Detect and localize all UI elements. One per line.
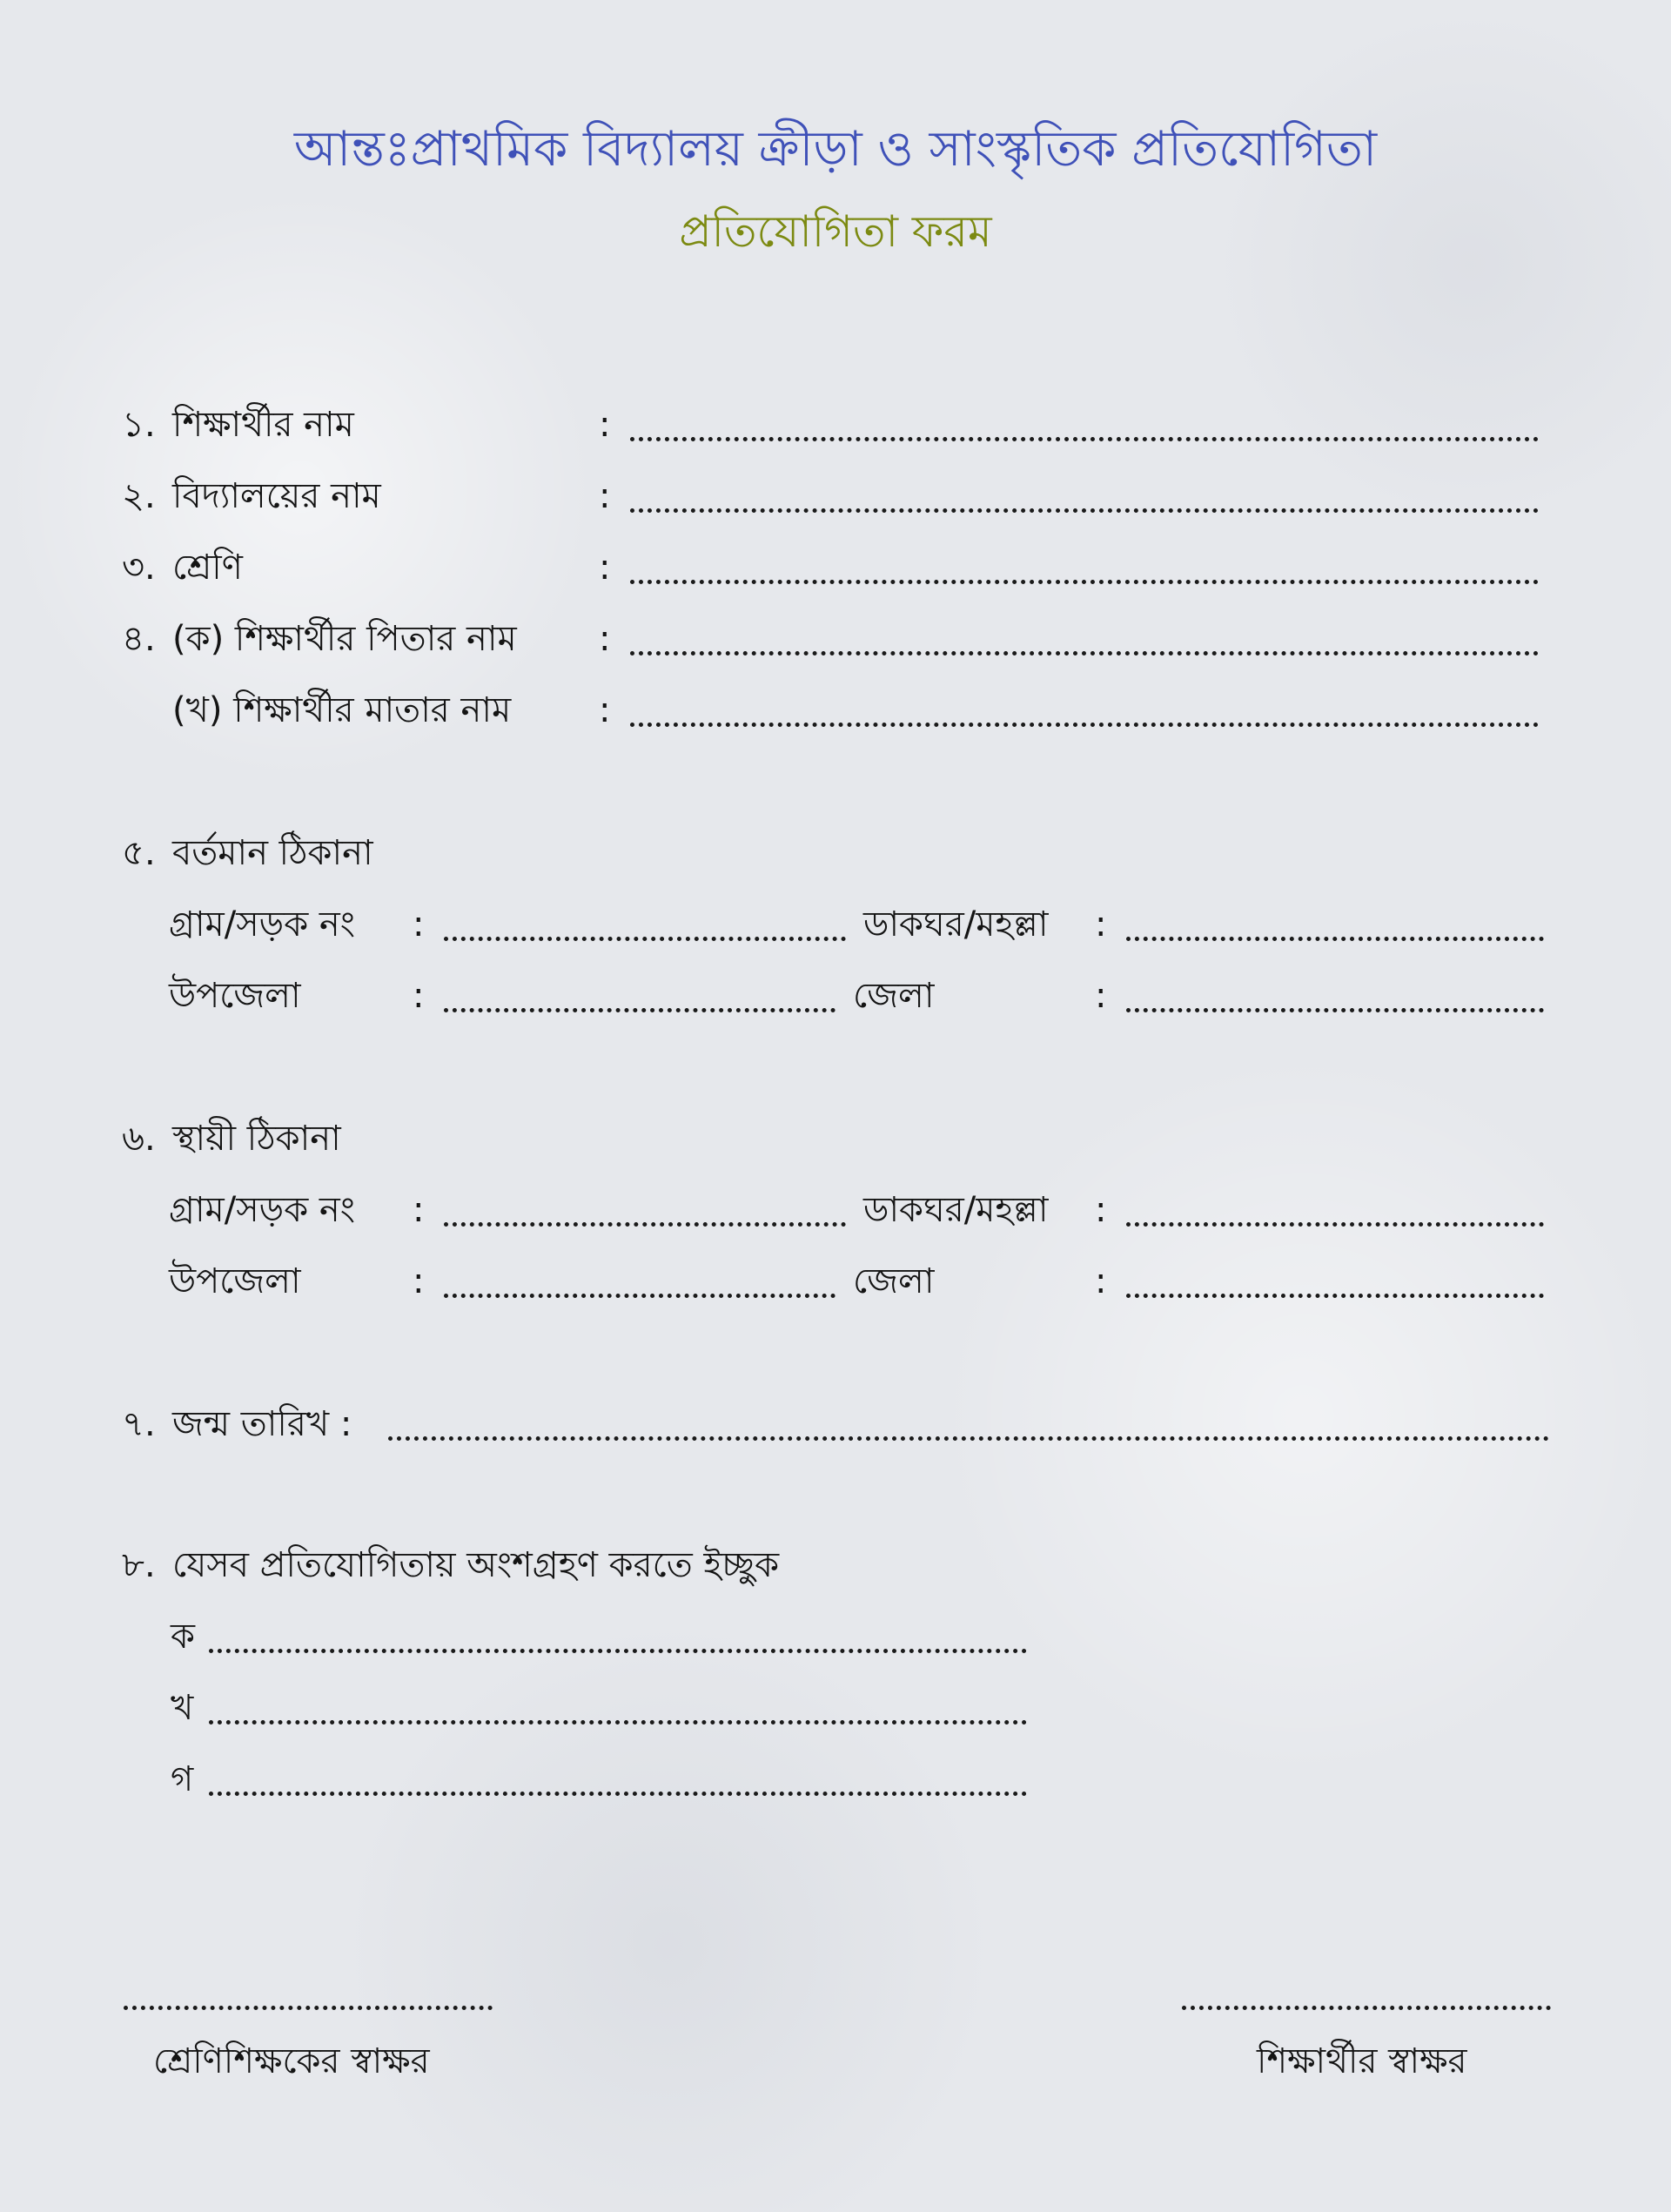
school-name-number: ২. <box>122 476 156 516</box>
school-name-field[interactable] <box>630 508 1539 513</box>
permanent-district-label: জেলা <box>853 1261 935 1301</box>
form-title: আন্তঃপ্রাথমিক বিদ্যালয় ক্রীড়া ও সাংস্কৃতিক প্রতিযোগিতা <box>293 121 1378 178</box>
father-name-number: ৪. <box>122 619 156 659</box>
present-address-number: ৫. <box>122 833 156 873</box>
permanent-village-field[interactable] <box>444 1222 846 1227</box>
present-upazila-field[interactable] <box>444 1008 836 1012</box>
permanent-village-label: গ্রাম/সড়ক নং <box>169 1190 356 1230</box>
birth-date-number: ৭. <box>122 1404 156 1444</box>
permanent-upazila-field[interactable] <box>444 1294 836 1298</box>
student-name-label: শিক্ষার্থীর নাম <box>172 405 354 445</box>
competition-item-label: ক <box>171 1617 195 1657</box>
class-colon: : <box>599 548 611 588</box>
school-name-colon: : <box>599 476 611 516</box>
permanent-upazila-label: উপজেলা <box>169 1261 301 1301</box>
present-village-colon: : <box>413 904 425 945</box>
mother-name-label: (খ) শিক্ষার্থীর মাতার নাম <box>172 690 512 730</box>
present-upazila-label: উপজেলা <box>169 976 301 1016</box>
present-post-field[interactable] <box>1126 937 1544 941</box>
student-name-number: ১. <box>122 405 156 445</box>
competition-item-label: গ <box>171 1759 194 1799</box>
permanent-district-field[interactable] <box>1126 1294 1544 1298</box>
birth-date-label: জন্ম তারিখ : <box>172 1404 352 1444</box>
mother-name-colon: : <box>599 690 611 730</box>
present-village-field[interactable] <box>444 937 846 941</box>
competition-item-field[interactable] <box>209 1720 1027 1725</box>
competition-item-field[interactable] <box>209 1649 1027 1653</box>
class-field[interactable] <box>630 580 1539 584</box>
present-district-label: জেলা <box>853 976 935 1016</box>
permanent-post-label: ডাকঘর/মহল্লা <box>863 1190 1049 1230</box>
present-district-colon: : <box>1095 976 1107 1016</box>
present-post-label: ডাকঘর/মহল্লা <box>863 904 1049 945</box>
form-subtitle: প্রতিযোগিতা ফরম <box>679 206 992 257</box>
competition-item-label: খ <box>171 1688 194 1728</box>
student-signature-label: শিক্ষার্থীর স্বাক্ষর <box>1257 2041 1467 2081</box>
competitions-heading: যেসব প্রতিযোগিতায় অংশগ্রহণ করতে ইচ্ছুক <box>172 1545 780 1585</box>
class-label: শ্রেণি <box>172 548 243 588</box>
present-village-label: গ্রাম/সড়ক নং <box>169 904 356 945</box>
student-name-field[interactable] <box>630 437 1539 441</box>
teacher-signature-label: শ্রেণিশিক্ষকের স্বাক্ষর <box>153 2041 430 2081</box>
permanent-upazila-colon: : <box>413 1261 425 1301</box>
permanent-post-field[interactable] <box>1126 1222 1544 1227</box>
competitions-number: ৮. <box>122 1545 156 1585</box>
present-district-field[interactable] <box>1126 1008 1544 1012</box>
teacher-signature-line[interactable] <box>124 2006 493 2010</box>
student-signature-line[interactable] <box>1182 2006 1551 2010</box>
school-name-label: বিদ্যালয়ের নাম <box>172 476 381 516</box>
permanent-post-colon: : <box>1095 1190 1107 1230</box>
student-name-colon: : <box>599 405 611 445</box>
present-upazila-colon: : <box>413 976 425 1016</box>
class-number: ৩. <box>122 548 156 588</box>
birth-date-field[interactable] <box>388 1436 1549 1441</box>
permanent-address-number: ৬. <box>122 1119 156 1159</box>
present-post-colon: : <box>1095 904 1107 945</box>
competition-item-field[interactable] <box>209 1792 1027 1796</box>
father-name-label: (ক) শিক্ষার্থীর পিতার নাম <box>172 619 517 659</box>
permanent-address-heading: স্থায়ী ঠিকানা <box>172 1119 341 1159</box>
present-address-heading: বর্তমান ঠিকানা <box>172 833 373 873</box>
mother-name-field[interactable] <box>630 723 1539 727</box>
permanent-district-colon: : <box>1095 1261 1107 1301</box>
father-name-field[interactable] <box>630 651 1539 656</box>
permanent-village-colon: : <box>413 1190 425 1230</box>
father-name-colon: : <box>599 619 611 659</box>
